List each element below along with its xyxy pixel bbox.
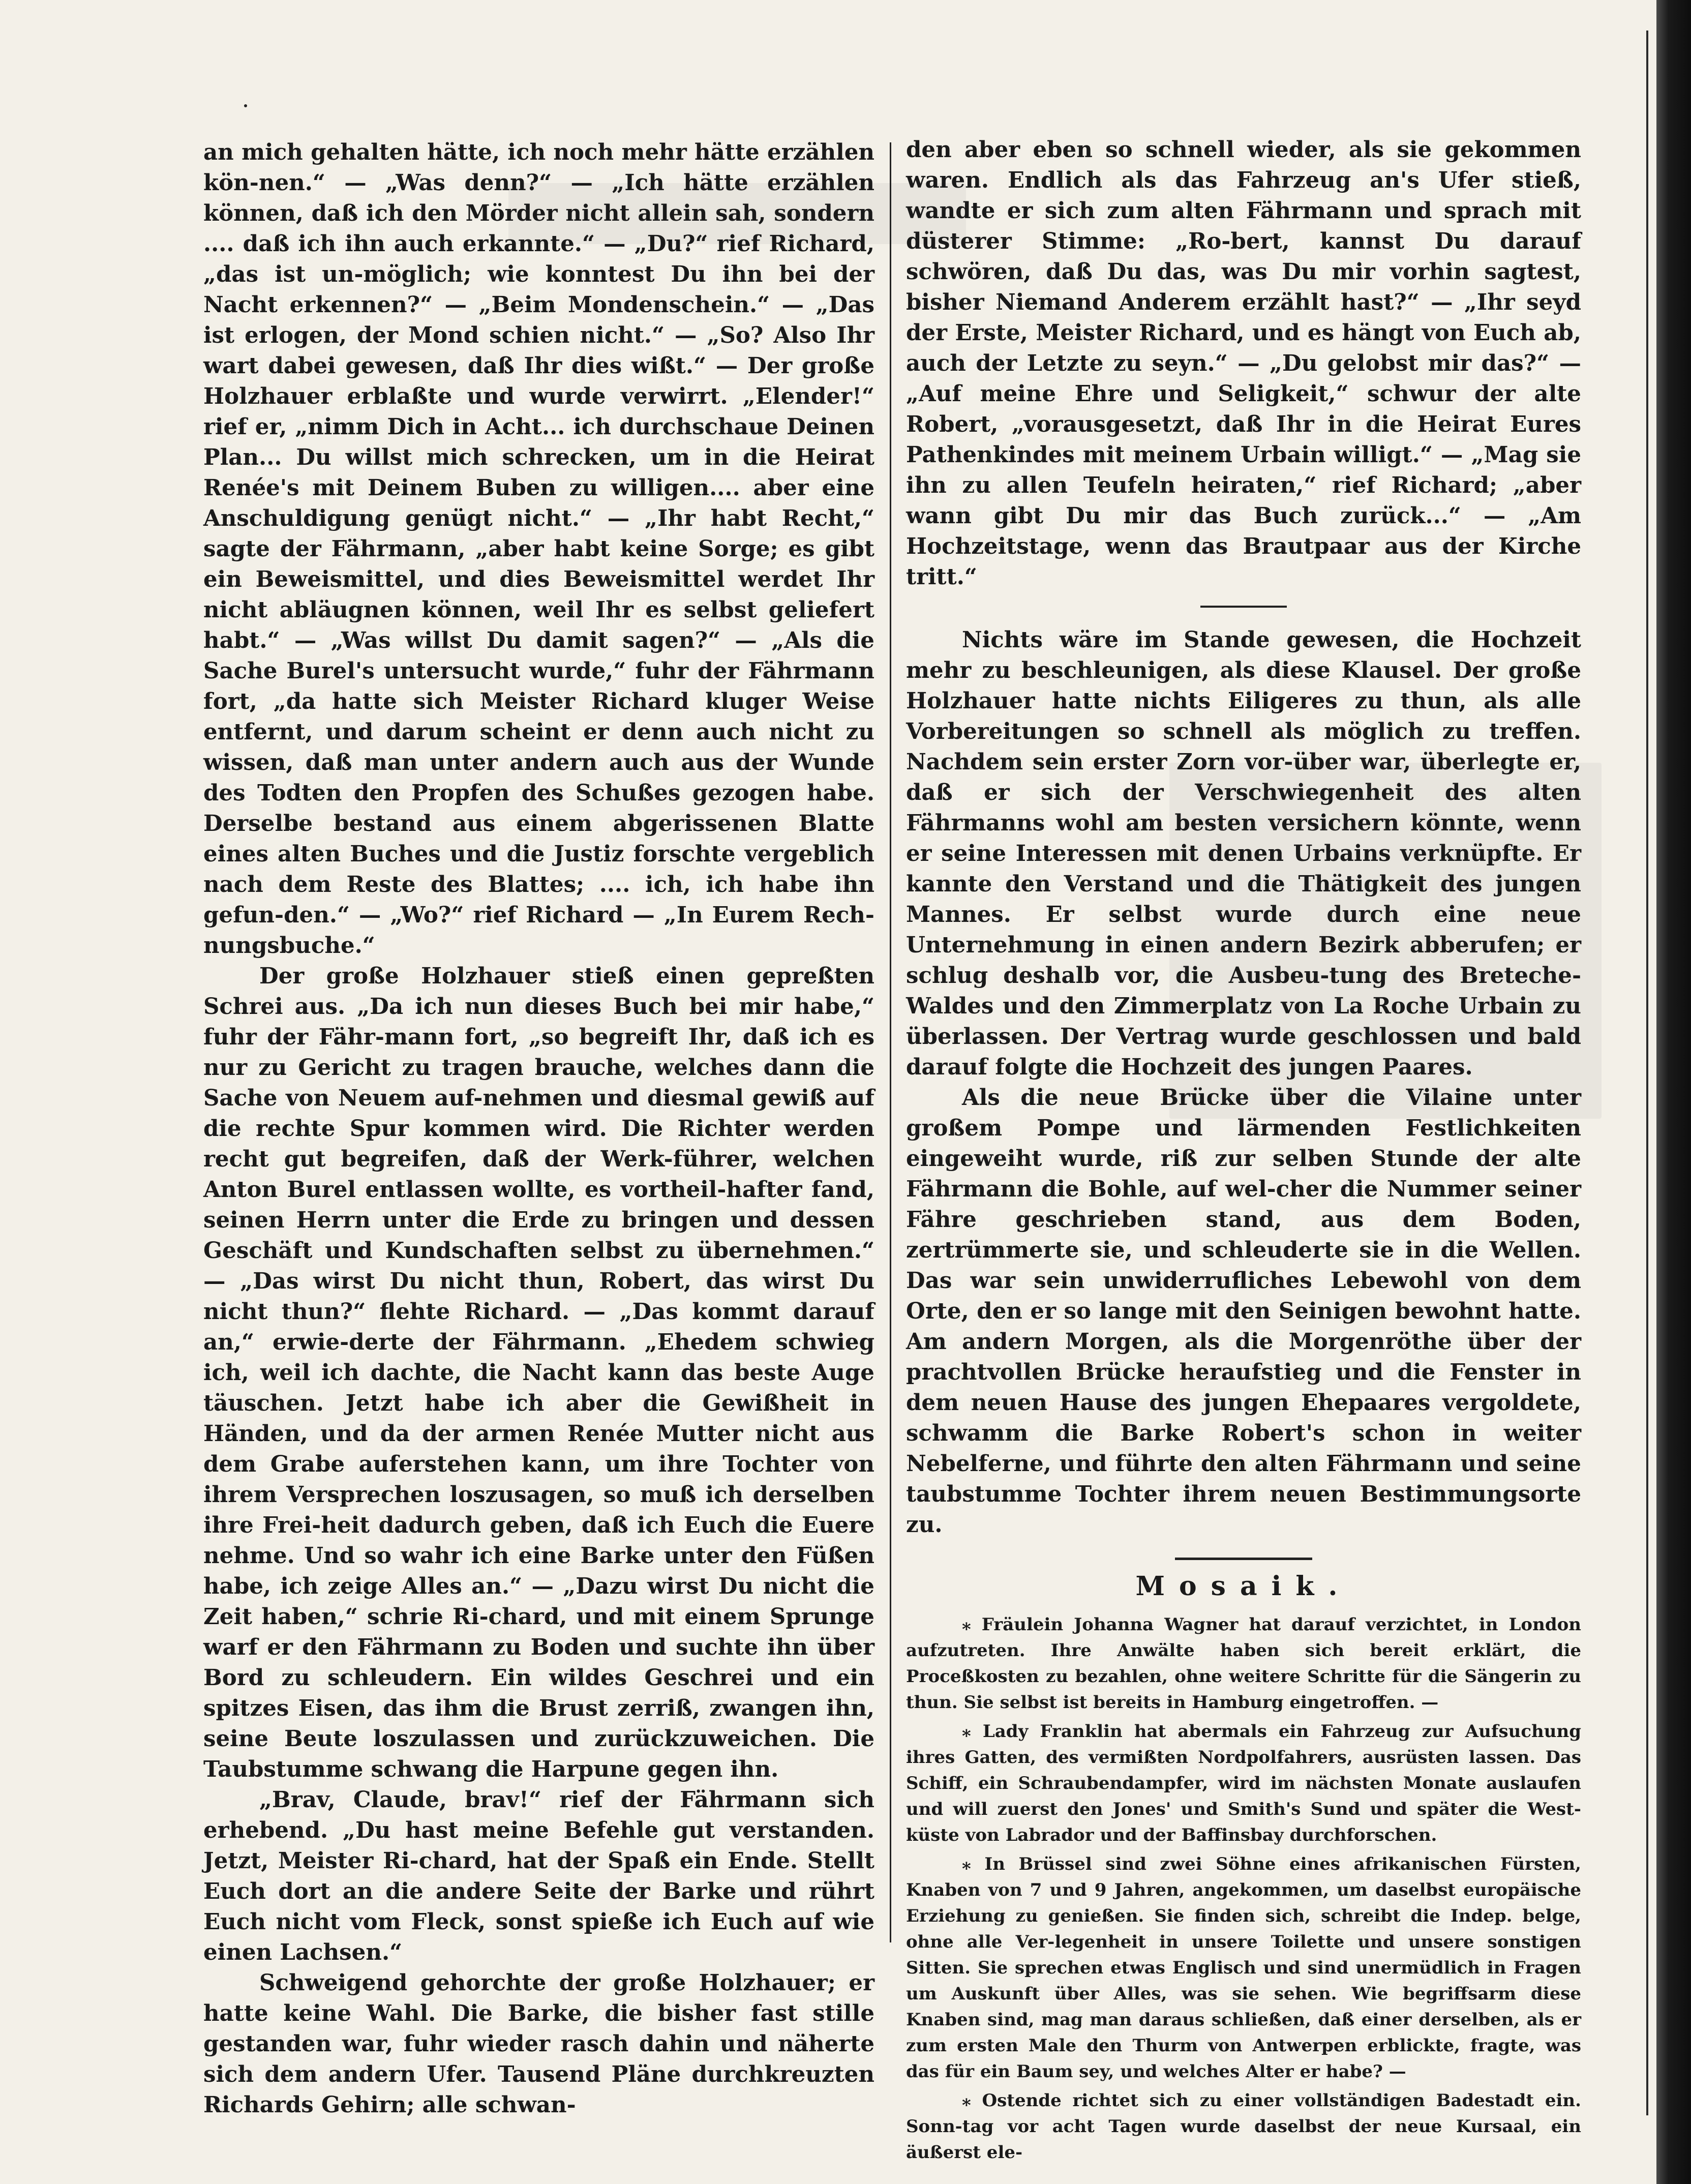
mosaik-item-bruessel: ⁎ In Brüssel sind zwei Söhne eines afrikanischen Fürsten, Knaben von 7 und 9 Jahren, angekommen, um daselbst europäische Erziehung zu genießen. Sie finden sich, schreibt die Indep. belge, ohne alle Ver-legenheit in unsere Toilette und unsere sonstigen Sitten. Sie sprechen etwas Englisch und sind unermüdlich in Fragen um Auskunft über Alles, was sie sehen. Wie begriffsarm diese Knaben sind, mag man daraus schließen, daß einer derselben, als er zum ersten Male den Thurm von Antwerpen erblickte, fragte, was das für ein Baum sey, und welches Alter er habe? —	[906, 1854, 1581, 2082]
right-column	[906, 135, 1581, 2169]
section-separator	[1200, 606, 1287, 608]
left-paragraph-2: Der große Holzhauer stieß einen gepreßten Schrei aus. „Da ich nun dieses Buch bei mir habe,“ fuhr der Fähr-mann fort, „so begreift Ihr, daß ich es nur zu Gericht zu tragen brauche, welches dann die Sache von Neuem auf-nehmen und diesmal gewiß auf die rechte Spur kommen wird. Die Richter werden recht gut begreifen, daß der Werk-führer, welchen Anton Burel entlassen wollte, es vortheil-hafter fand, seinen Herrn unter die Erde zu bringen und dessen Geschäft und Kundschaften selbst zu übernehmen.“ — „Das wirst Du nicht thun, Robert, das wirst Du nicht thun?“ flehte Richard. — „Das kommt darauf an,“ erwie-derte der Fährmann. „Ehedem schwieg ich, weil ich dachte, die Nacht kann das beste Auge täuschen. Jetzt habe ich aber die Gewißheit in Händen, und da der armen Renée Mutter nicht aus dem Grabe auferstehen kann, um ihre Tochter von ihrem Versprechen loszusagen, so muß ich derselben ihre Frei-heit dadurch geben, daß ich Euch die Euere nehme. Und so wahr ich eine Barke unter den Füßen habe, ich zeige Alles an.“ — „Dazu wirst Du nicht die Zeit haben,“ schrie Ri-chard, und mit einem Sprunge warf er den Fährmann zu Boden und suchte ihn über Bord zu schleudern. Ein wildes Geschrei und ein spitzes Eisen, das ihm die Brust zerriß, zwangen ihn, seine Beute loszulassen und zurückzuweichen. Die Taubstumme schwang die Harpune gegen ihn.	[203, 963, 874, 1782]
scan-border	[1656, 0, 1691, 2184]
left-column	[203, 137, 874, 2120]
mosaik-heading: Mosaik.	[1135, 1571, 1352, 1602]
right-paragraph-2: Nichts wäre im Stande gewesen, die Hochzeit mehr zu beschleunigen, als diese Klausel. Der große Holzhauer hatte nichts Eiligeres zu thun, als alle Vorbereitungen so schnell als möglich zu treffen. Nachdem sein erster Zorn vor-über war, überlegte er, daß er sich der Verschwiegenheit des alten Fährmanns wohl am besten versichern könnte, wenn er seine Interessen mit denen Urbains verknüpfte. Er kannte den Verstand und die Thätigkeit des jungen Mannes. Er selbst wurde durch eine neue Unternehmung in einen andern Bezirk abberufen; er schlug deshalb vor, die Ausbeu-tung des Breteche-Waldes und den Zimmerplatz von La Roche Urbain zu überlassen. Der Vertrag wurde geschlossen und bald darauf folgte die Hochzeit des jungen Paares.	[906, 627, 1581, 1080]
left-paragraph-3: „Brav, Claude, brav!“ rief der Fährmann sich erhebend. „Du hast meine Befehle gut verstanden. Jetzt, Meister Ri-chard, hat der Spaß ein Ende. Stellt Euch dort an die andere Seite der Barke und rührt Euch nicht vom Fleck, sonst spieße ich Euch auf wie einen Lachsen.“	[203, 1787, 874, 1965]
right-paragraph-1: den aber eben so schnell wieder, als sie gekommen waren. Endlich als das Fahrzeug an's Ufer stieß, wandte er sich zum alten Fährmann und sprach mit düsterer Stimme: „Ro-bert, kannst Du darauf schwören, daß Du das, was Du mir vorhin sagtest, bisher Niemand Anderem erzählt hast?“ — „Ihr seyd der Erste, Meister Richard, und es hängt von Euch ab, auch der Letzte zu seyn.“ — „Du gelobst mir das?“ — „Auf meine Ehre und Seligkeit,“ schwur der alte Robert, „vorausgesetzt, daß Ihr in die Heirat Eures Pathenkindes mit meinem Urbain willigt.“ — „Mag sie ihn zu allen Teufeln heiraten,“ rief Richard; „aber wann gibt Du mir das Buch zurück...“ — „Am Hochzeitstage, wenn das Brautpaar aus der Kirche tritt.“	[906, 137, 1581, 590]
mosaik-separator	[1175, 1558, 1312, 1560]
right-paragraph-3: Als die neue Brücke über die Vilaine unter großem Pompe und lärmenden Festlichkeiten eingeweiht wurde, riß zur selben Stunde der alte Fährmann die Bohle, auf wel-cher die Nummer seiner Fähre geschrieben stand, aus dem Boden, zertrümmerte sie, und schleuderte sie in die Wellen. Das war sein unwiderrufliches Lebewohl von dem Orte, den er so lange mit den Seinigen bewohnt hatte. Am andern Morgen, als die Morgenröthe über der prachtvollen Brücke heraufstieg und die Fenster in dem neuen Hause des jungen Ehepaares vergoldete, schwamm die Barke Robert's schon in weiter Nebelferne, und führte den alten Fährmann und seine taubstumme Tochter ihrem neuen Bestimmungsorte zu.	[906, 1085, 1581, 1538]
mosaik-item-ostende: ⁎ Ostende richtet sich zu einer vollständigen Badestadt ein. Sonn-tag vor acht Tagen wurde daselbst der neue Kursaal, ein äußerst ele-	[906, 2090, 1581, 2163]
mosaik-item-wagner: ⁎ Fräulein Johanna Wagner hat darauf verzichtet, in London aufzutreten. Ihre Anwälte haben sich bereit erklärt, die Proceßkosten zu bezahlen, ohne weitere Schritte für die Sängerin zu thun. Sie selbst ist bereits in Hamburg eingetroffen. —	[906, 1614, 1581, 1713]
left-paragraph-1: an mich gehalten hätte, ich noch mehr hätte erzählen kön-nen.“ — „Was denn?“ — „Ich hätte erzählen können, daß ich den Mörder nicht allein sah, sondern .... daß ich ihn auch erkannte.“ — „Du?“ rief Richard, „das ist un-möglich; wie konntest Du ihn bei der Nacht erkennen?“ — „Beim Mondenschein.“ — „Das ist erlogen, der Mond schien nicht.“ — „So? Also Ihr wart dabei gewesen, daß Ihr dies wißt.“ — Der große Holzhauer erblaßte und wurde verwirrt. „Elender!“ rief er, „nimm Dich in Acht... ich durchschaue Deinen Plan... Du willst mich schrecken, um in die Heirat Renée's mit Deinem Buben zu willigen.... aber eine Anschuldigung genügt nicht.“ — „Ihr habt Recht,“ sagte der Fährmann, „aber habt keine Sorge; es gibt ein Beweismittel, und dies Beweismittel werdet Ihr nicht abläugnen können, weil Ihr es selbst geliefert habt.“ — „Was willst Du damit sagen?“ — „Als die Sache Burel's untersucht wurde,“ fuhr der Fährmann fort, „da hatte sich Meister Richard kluger Weise entfernt, und darum scheint er denn auch nicht zu wissen, daß man unter andern auch aus der Wunde des Todten den Propfen des Schußes gezogen habe. Derselbe bestand aus einem abgerissenen Blatte eines alten Buches und die Justiz forschte vergeblich nach dem Reste des Blattes; .... ich, ich habe ihn gefun-den.“ — „Wo?“ rief Richard — „In Eurem Rech-nungsbuche.“	[203, 139, 874, 959]
page-edge-line	[1646, 31, 1648, 2115]
mosaik-news-list	[906, 1612, 1581, 2166]
left-paragraph-4: Schweigend gehorchte der große Holzhauer; er hatte keine Wahl. Die Barke, die bisher fast stille gestanden war, fuhr wieder rasch dahin und näherte sich dem andern Ufer. Tausend Pläne durchkreuzten Richards Gehirn; alle schwan-	[203, 1970, 874, 2118]
column-divider	[890, 142, 891, 1942]
ink-dot	[244, 104, 247, 107]
mosaik-item-franklin: ⁎ Lady Franklin hat abermals ein Fahrzeug zur Aufsuchung ihres Gatten, des vermißten Nordpolfahrers, ausrüsten lassen. Das Schiff, ein Schraubendampfer, wird im nächsten Monate auslaufen und will zuerst den Jones' und Smith's Sund und später die West-küste von Labrador und der Baffinsbay durchforschen.	[906, 1721, 1581, 1845]
